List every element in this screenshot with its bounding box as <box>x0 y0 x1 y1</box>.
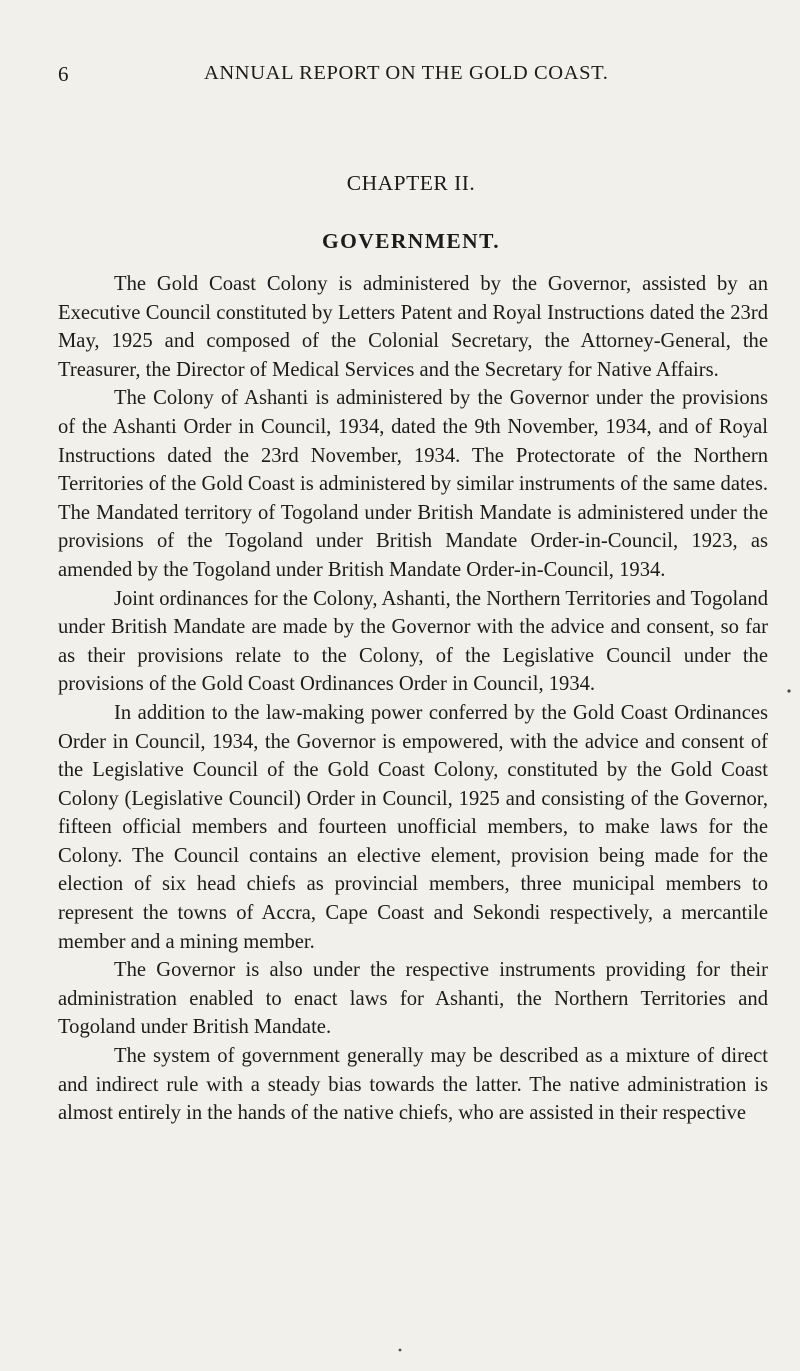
page-number: 6 <box>58 62 70 86</box>
paragraph-governor-powers: The Governor is also under the respective instruments providing for their administration enabled to enact laws for Ashanti, the Northern Territories and Togoland under British Mandate. <box>58 959 768 1039</box>
chapter-heading: CHAPTER II. <box>346 171 476 195</box>
speck-mark <box>399 1349 402 1352</box>
running-header <box>58 62 758 92</box>
speck-mark <box>787 689 790 692</box>
section-title: GOVERNMENT. <box>321 229 501 253</box>
paragraph-ashanti-administration: The Colony of Ashanti is administered by the Governor under the provisions of the Ashanti Order in Council, 1934, dated the 9th November, 1934, and of Royal Instructions dated the 23rd November, 1934. The Protectorate of the Northern Territories of the Gold Coast is administered by similar instruments of the same dates. The Mandated territory of Togoland under British Mandate is administered under the provisions of the Togoland under British Mandate Order-in-Council, 1923, as amended by the Togoland under British Mandate Order-in-Council, 1934. <box>58 387 768 581</box>
paragraph-executive-council: The Gold Coast Colony is administered by the Governor, assisted by an Executive Council constituted by Letters Patent and Royal Instructions dated the 23rd May, 1925 and composed of the Colonial Secretary, the Attorney-General, the Treasurer, the Director of Medical Services and the Secretary for Native Affairs. <box>58 273 768 381</box>
paragraph-legislative-council: In addition to the law-making power conferred by the Gold Coast Ordinances Order in Council, 1934, the Governor is empowered, with the advice and consent of the Legislative Council of the Gold Coast Colony, constituted by the Gold Coast Colony (Legislative Council) Order in Council, 1925 and consisting of the Governor, fifteen official members and fourteen unofficial members, to make laws for the Colony. The Council contains an elective element, provision being made for the election of six head chiefs as provincial members, three municipal members to represent the towns of Accra, Cape Coast and Sekondi respectively, a mercantile member and a mining member. <box>58 701 768 953</box>
paragraph-joint-ordinances: Joint ordinances for the Colony, Ashanti, the Northern Territories and Togoland under British Mandate are made by the Governor with the advice and consent, so far as their provisions relate to the Colony, of the Legislative Council under the provisions of the Gold Coast Ordinances Order in Council, 1934. <box>58 587 768 696</box>
running-title: ANNUAL REPORT ON THE GOLD COAST. <box>204 62 609 84</box>
body-text <box>58 270 768 1128</box>
paragraph-system-of-government: The system of government generally may be described as a mixture of direct and indirect rule with a steady bias towards the latter. The native administration is almost entirely in the hands of the native chiefs, who are assisted in their respective <box>58 1045 768 1125</box>
